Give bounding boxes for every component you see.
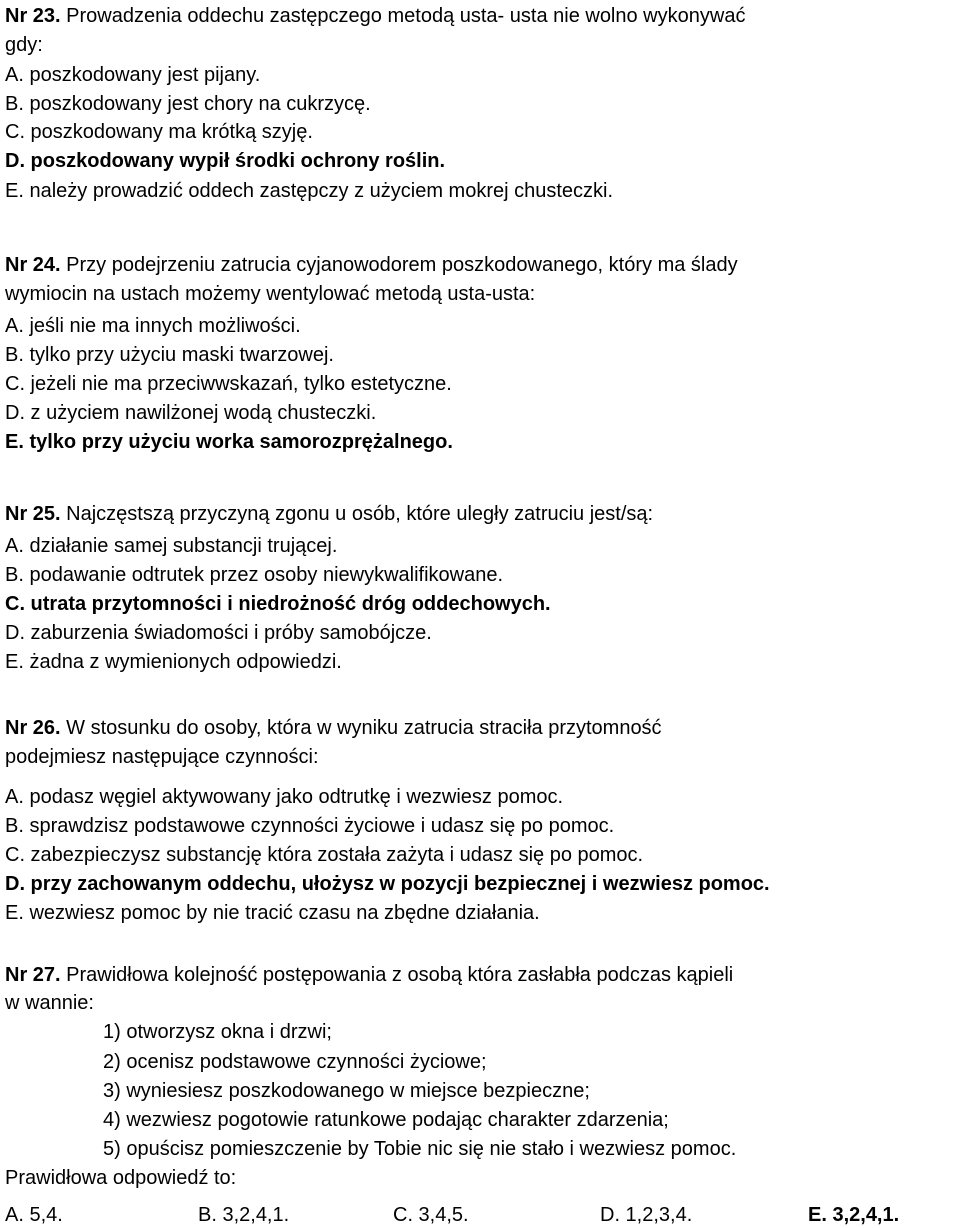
q25-option-b: B. podawanie odtrutek przez osoby niewykwalifikowane. [5,564,504,586]
q24-stem: Nr 24. Przy podejrzeniu zatrucia cyjanowodorem poszkodowanego, który ma ślady [5,254,738,276]
q23-stem-cont: gdy: [5,34,43,56]
q23-option-b: B. poszkodowany jest chory na cukrzycę. [5,93,371,115]
q23-option-a: A. poszkodowany jest pijany. [5,64,261,86]
q25-stem: Nr 25. Najczęstszą przyczyną zgonu u osób, które uległy zatruciu jest/są: [5,503,654,525]
q27-prompt: Prawidłowa odpowiedź to: [5,1167,237,1189]
q27-answer-b: B. 3,2,4,1. [198,1204,290,1226]
q27-answer-c: C. 3,4,5. [393,1204,469,1226]
q27-answer-e: E. 3,2,4,1. [808,1204,900,1226]
q27-step-5: 5) opuścisz pomieszczenie by Tobie nic się nie stało i wezwiesz pomoc. [103,1138,737,1160]
q27-step-3: 3) wyniesiesz poszkodowanego w miejsce bezpieczne; [103,1080,590,1102]
q24-option-e: E. tylko przy użyciu worka samorozprężalnego. [5,431,453,453]
q25-option-c: C. utrata przytomności i niedrożność dróg oddechowych. [5,593,551,615]
q24-stem-cont: wymiocin na ustach możemy wentylować metodą usta-usta: [5,283,536,305]
q23-number: Nr 23. [5,5,61,27]
q26-option-e: E. wezwiesz pomoc by nie tracić czasu na zbędne działania. [5,902,540,924]
q27-answer-a: A. 5,4. [5,1204,63,1226]
q23-option-d: D. poszkodowany wypił środki ochrony roślin. [5,150,446,172]
q27-step-1: 1) otworzysz okna i drzwi; [103,1021,332,1043]
q24-option-b: B. tylko przy użyciu maski twarzowej. [5,344,334,366]
q26-option-d: D. przy zachowanym oddechu, ułożysz w pozycji bezpiecznej i wezwiesz pomoc. [5,873,770,895]
q26-option-b: B. sprawdzisz podstawowe czynności życiowe i udasz się po pomoc. [5,815,615,837]
q27-step-2: 2) ocenisz podstawowe czynności życiowe; [103,1051,487,1073]
q25-number: Nr 25. [5,503,61,525]
q25-option-d: D. zaburzenia świadomości i próby samobójcze. [5,622,432,644]
q23-stem: Nr 23. Prowadzenia oddechu zastępczego metodą usta- usta nie wolno wykonywać [5,5,746,27]
q24-option-a: A. jeśli nie ma innych możliwości. [5,315,301,337]
q26-option-c: C. zabezpieczysz substancję która została zażyta i udasz się po pomoc. [5,844,644,866]
q27-answer-d: D. 1,2,3,4. [600,1204,693,1226]
q24-option-d: D. z użyciem nawilżonej wodą chusteczki. [5,402,377,424]
q27-step-4: 4) wezwiesz pogotowie ratunkowe podając charakter zdarzenia; [103,1109,669,1131]
q23-option-c: C. poszkodowany ma krótką szyję. [5,121,313,143]
q27-stem: Nr 27. Prawidłowa kolejność postępowania z osobą która zasłabła podczas kąpieli [5,964,734,986]
q23-option-e: E. należy prowadzić oddech zastępczy z użyciem mokrej chusteczki. [5,180,614,202]
q25-option-a: A. działanie samej substancji trującej. [5,535,338,557]
q27-number: Nr 27. [5,964,61,986]
q25-option-e: E. żadna z wymienionych odpowiedzi. [5,651,342,673]
q26-stem-cont: podejmiesz następujące czynności: [5,746,319,768]
q26-number: Nr 26. [5,717,61,739]
q24-option-c: C. jeżeli nie ma przeciwwskazań, tylko estetyczne. [5,373,452,395]
q24-number: Nr 24. [5,254,61,276]
q26-option-a: A. podasz węgiel aktywowany jako odtrutkę i wezwiesz pomoc. [5,786,564,808]
q26-stem: Nr 26. W stosunku do osoby, która w wyniku zatrucia straciła przytomność [5,717,662,739]
q27-stem-cont: w wannie: [5,992,94,1014]
